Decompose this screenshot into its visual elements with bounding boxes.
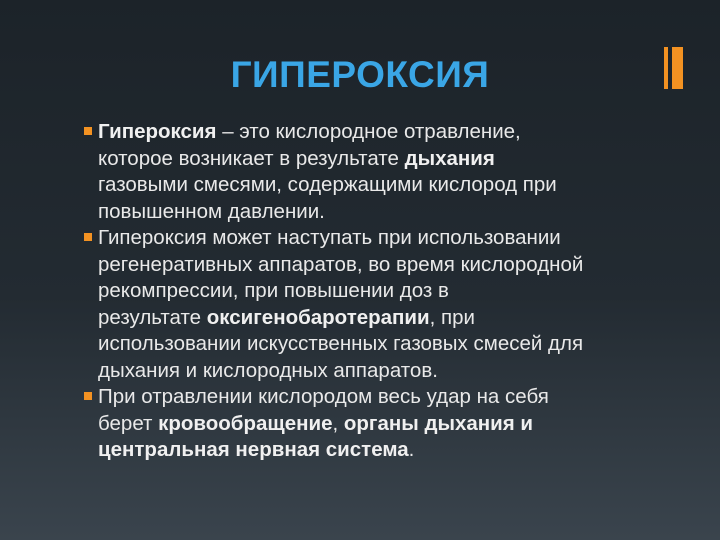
text-run: результате (98, 305, 207, 329)
text-run: Гипероксия может наступать при использовании (98, 226, 561, 249)
bold-term: кровообращение (158, 411, 333, 435)
text-run: берет (98, 411, 159, 435)
text-line (98, 252, 694, 279)
text-run: . (408, 438, 415, 461)
corner-accent-mark (664, 47, 683, 89)
accent-bar-thick (672, 47, 683, 89)
bold-term: дыхания (404, 146, 495, 170)
text-line (98, 411, 694, 438)
text-line (98, 199, 694, 226)
bullet-item (84, 384, 694, 464)
square-bullet-icon (84, 392, 92, 400)
bullet-text (98, 384, 694, 464)
bold-term: Гипероксия (98, 120, 217, 143)
text-run: рекомпрессии, при повышении доз в (98, 279, 449, 302)
accent-bar-thin (664, 47, 668, 89)
square-bullet-icon (84, 233, 92, 241)
text-run: дыхания и кислородных аппаратов. (98, 358, 438, 382)
text-run: газовыми смесями, содержащими кислород при (98, 173, 557, 196)
text-run: , (332, 411, 344, 435)
bold-term: оксигенобаротерапии (206, 305, 430, 329)
text-line (98, 172, 694, 199)
text-run: – это кислородное отравление, (216, 120, 521, 143)
text-line (98, 225, 694, 252)
bullet-item (84, 225, 694, 384)
text-run: При отравлении кислородом весь удар на себя (98, 385, 549, 408)
text-line (98, 384, 694, 411)
bold-term: органы дыхания и (343, 411, 534, 435)
text-line (98, 305, 694, 332)
bullet-text (98, 225, 694, 384)
text-line (98, 119, 694, 146)
text-line (98, 146, 694, 173)
bold-term: центральная нервная система (98, 438, 409, 461)
text-line (98, 331, 694, 358)
square-bullet-icon (84, 127, 92, 135)
text-line (98, 358, 694, 385)
text-run: регенеративных аппаратов, во время кислородной (98, 252, 584, 276)
text-line (98, 437, 694, 464)
slide-title: ГИПЕРОКСИЯ (230, 54, 490, 95)
text-run: использовании искусственных газовых смесей для (98, 332, 584, 355)
text-run: которое возникает в результате (98, 146, 405, 170)
text-run: повышенном давлении. (98, 199, 325, 223)
bullet-item (84, 119, 694, 225)
bullet-text (98, 119, 694, 225)
bullet-list (84, 119, 694, 464)
text-run: , при (429, 305, 476, 329)
text-line (98, 278, 694, 305)
